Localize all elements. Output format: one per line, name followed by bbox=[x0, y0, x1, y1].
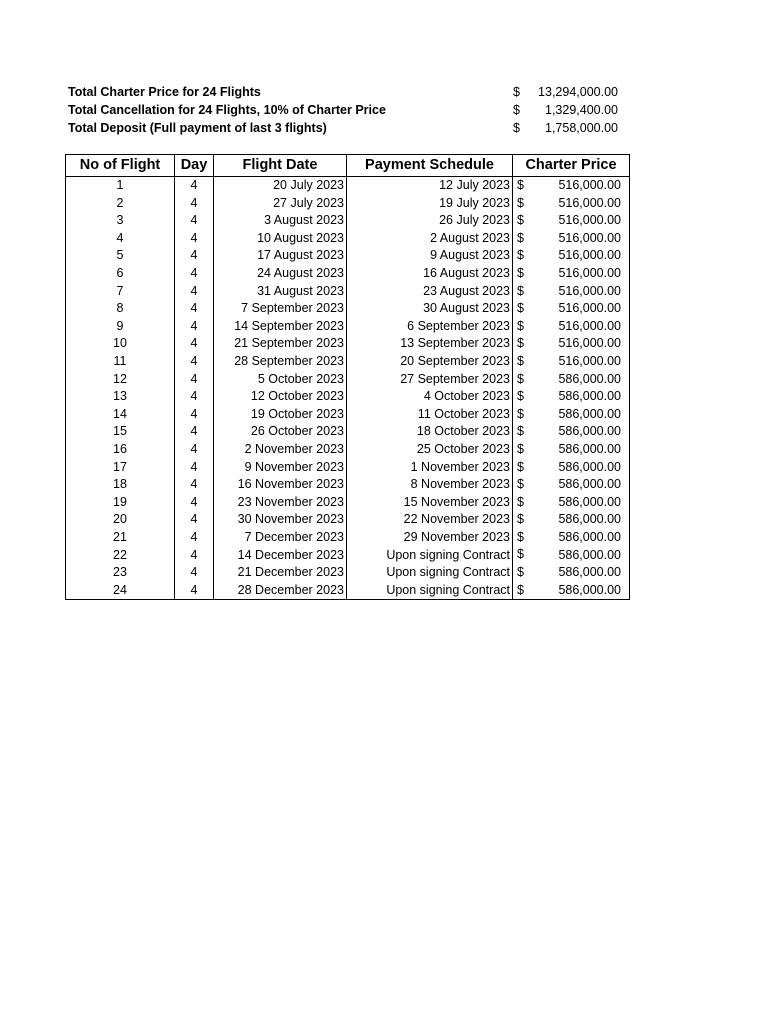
cell-no-of-flight: 18 bbox=[66, 476, 175, 494]
price-value: 586,000.00 bbox=[558, 371, 621, 386]
cell-no-of-flight: 17 bbox=[66, 459, 175, 477]
cell-charter-price bbox=[513, 335, 630, 353]
cell-no-of-flight: 23 bbox=[66, 564, 175, 582]
cell-no-of-flight: 3 bbox=[66, 212, 175, 230]
flight-schedule-table bbox=[65, 154, 630, 600]
price-value: 516,000.00 bbox=[558, 248, 621, 263]
table-row bbox=[66, 546, 630, 564]
cell-day: 4 bbox=[175, 212, 214, 230]
price-value: 516,000.00 bbox=[558, 195, 621, 210]
price-value: 516,000.00 bbox=[558, 266, 621, 281]
price-value: 516,000.00 bbox=[558, 178, 621, 193]
cell-no-of-flight: 5 bbox=[66, 247, 175, 265]
cell-charter-price bbox=[513, 546, 630, 564]
table-row bbox=[66, 388, 630, 406]
price-value: 516,000.00 bbox=[558, 354, 621, 369]
price-currency: $ bbox=[517, 512, 524, 527]
cell-day: 4 bbox=[175, 247, 214, 265]
cell-payment-schedule: 12 July 2023 bbox=[347, 177, 513, 195]
table-row bbox=[66, 335, 630, 353]
cell-no-of-flight: 11 bbox=[66, 353, 175, 371]
cell-charter-price bbox=[513, 247, 630, 265]
cell-flight-date: 14 December 2023 bbox=[214, 546, 347, 564]
cell-flight-date: 28 September 2023 bbox=[214, 353, 347, 371]
cell-payment-schedule: 27 September 2023 bbox=[347, 371, 513, 389]
price-currency: $ bbox=[517, 494, 524, 509]
cell-payment-schedule: 22 November 2023 bbox=[347, 511, 513, 529]
cell-payment-schedule: Upon signing Contract bbox=[347, 546, 513, 564]
price-currency: $ bbox=[517, 353, 524, 368]
cell-charter-price bbox=[513, 318, 630, 336]
table-row bbox=[66, 300, 630, 318]
cell-flight-date: 12 October 2023 bbox=[214, 388, 347, 406]
cell-charter-price bbox=[513, 177, 630, 195]
cell-no-of-flight: 21 bbox=[66, 529, 175, 547]
table-row bbox=[66, 247, 630, 265]
cell-payment-schedule: 8 November 2023 bbox=[347, 476, 513, 494]
cell-no-of-flight: 9 bbox=[66, 318, 175, 336]
header-flight-date: Flight Date bbox=[214, 155, 347, 177]
cell-no-of-flight: 19 bbox=[66, 494, 175, 512]
cell-payment-schedule: 15 November 2023 bbox=[347, 494, 513, 512]
cell-day: 4 bbox=[175, 318, 214, 336]
cell-payment-schedule: 20 September 2023 bbox=[347, 353, 513, 371]
summary-row-total-deposit bbox=[68, 119, 628, 137]
price-value: 586,000.00 bbox=[558, 565, 621, 580]
cell-payment-schedule: 26 July 2023 bbox=[347, 212, 513, 230]
price-value: 586,000.00 bbox=[558, 406, 621, 421]
price-currency: $ bbox=[517, 424, 524, 439]
price-currency: $ bbox=[517, 230, 524, 245]
price-currency: $ bbox=[517, 301, 524, 316]
price-value: 586,000.00 bbox=[558, 424, 621, 439]
table-row bbox=[66, 564, 630, 582]
cell-payment-schedule: 29 November 2023 bbox=[347, 529, 513, 547]
table-body bbox=[66, 177, 630, 600]
cell-payment-schedule: 23 August 2023 bbox=[347, 283, 513, 301]
cell-day: 4 bbox=[175, 511, 214, 529]
summary-label: Total Cancellation for 24 Flights, 10% of Charter Price bbox=[68, 103, 386, 117]
cell-no-of-flight: 24 bbox=[66, 582, 175, 600]
cell-flight-date: 17 August 2023 bbox=[214, 247, 347, 265]
cell-payment-schedule: 11 October 2023 bbox=[347, 406, 513, 424]
cell-day: 4 bbox=[175, 283, 214, 301]
cell-flight-date: 30 November 2023 bbox=[214, 511, 347, 529]
table-row bbox=[66, 459, 630, 477]
header-charter-price: Charter Price bbox=[513, 155, 630, 177]
cell-no-of-flight: 10 bbox=[66, 335, 175, 353]
summary-label: Total Charter Price for 24 Flights bbox=[68, 85, 261, 99]
price-currency: $ bbox=[517, 389, 524, 404]
cell-day: 4 bbox=[175, 353, 214, 371]
price-value: 516,000.00 bbox=[558, 336, 621, 351]
table-row bbox=[66, 353, 630, 371]
cell-day: 4 bbox=[175, 494, 214, 512]
table-row bbox=[66, 476, 630, 494]
table-row bbox=[66, 371, 630, 389]
price-currency: $ bbox=[517, 529, 524, 544]
cell-flight-date: 16 November 2023 bbox=[214, 476, 347, 494]
summary-label: Total Deposit (Full payment of last 3 flights) bbox=[68, 121, 327, 135]
cell-payment-schedule: 2 August 2023 bbox=[347, 230, 513, 248]
cell-flight-date: 2 November 2023 bbox=[214, 441, 347, 459]
table-row bbox=[66, 283, 630, 301]
cell-charter-price bbox=[513, 494, 630, 512]
cell-payment-schedule: 19 July 2023 bbox=[347, 195, 513, 213]
price-currency: $ bbox=[517, 336, 524, 351]
cell-day: 4 bbox=[175, 529, 214, 547]
table-header-row bbox=[66, 155, 630, 177]
cell-payment-schedule: 30 August 2023 bbox=[347, 300, 513, 318]
cell-payment-schedule: 18 October 2023 bbox=[347, 423, 513, 441]
cell-flight-date: 7 December 2023 bbox=[214, 529, 347, 547]
price-value: 586,000.00 bbox=[558, 529, 621, 544]
price-value: 586,000.00 bbox=[558, 442, 621, 456]
table-row bbox=[66, 177, 630, 195]
price-value: 516,000.00 bbox=[558, 318, 621, 333]
cell-day: 4 bbox=[175, 423, 214, 441]
cell-day: 4 bbox=[175, 546, 214, 564]
summary-amount: 13,294,000.00 bbox=[538, 85, 618, 99]
cell-flight-date: 21 December 2023 bbox=[214, 564, 347, 582]
cell-day: 4 bbox=[175, 371, 214, 389]
table-row bbox=[66, 265, 630, 283]
cell-flight-date: 28 December 2023 bbox=[214, 582, 347, 600]
cell-charter-price bbox=[513, 283, 630, 301]
cell-flight-date: 27 July 2023 bbox=[214, 195, 347, 213]
table-row bbox=[66, 230, 630, 248]
cell-charter-price bbox=[513, 265, 630, 283]
cell-flight-date: 24 August 2023 bbox=[214, 265, 347, 283]
cell-payment-schedule: 16 August 2023 bbox=[347, 265, 513, 283]
table-row bbox=[66, 511, 630, 529]
cell-no-of-flight: 7 bbox=[66, 283, 175, 301]
cell-no-of-flight: 20 bbox=[66, 511, 175, 529]
cell-payment-schedule: Upon signing Contract bbox=[347, 582, 513, 600]
table-row bbox=[66, 582, 630, 600]
cell-flight-date: 3 August 2023 bbox=[214, 212, 347, 230]
table-row bbox=[66, 423, 630, 441]
price-currency: $ bbox=[517, 265, 524, 280]
cell-charter-price bbox=[513, 476, 630, 494]
price-currency: $ bbox=[517, 565, 524, 580]
cell-charter-price bbox=[513, 388, 630, 406]
cell-flight-date: 14 September 2023 bbox=[214, 318, 347, 336]
table-row bbox=[66, 494, 630, 512]
cell-no-of-flight: 6 bbox=[66, 265, 175, 283]
cell-charter-price bbox=[513, 511, 630, 529]
cell-no-of-flight: 12 bbox=[66, 371, 175, 389]
cell-payment-schedule: Upon signing Contract bbox=[347, 564, 513, 582]
price-value: 586,000.00 bbox=[558, 512, 621, 527]
cell-day: 4 bbox=[175, 265, 214, 283]
cell-day: 4 bbox=[175, 230, 214, 248]
cell-flight-date: 10 August 2023 bbox=[214, 230, 347, 248]
price-currency: $ bbox=[517, 547, 524, 562]
cell-charter-price bbox=[513, 195, 630, 213]
price-currency: $ bbox=[517, 248, 524, 263]
cell-charter-price bbox=[513, 459, 630, 477]
cell-payment-schedule: 13 September 2023 bbox=[347, 335, 513, 353]
price-value: 516,000.00 bbox=[558, 230, 621, 245]
price-value: 516,000.00 bbox=[558, 283, 621, 298]
summary-currency: $ bbox=[513, 121, 520, 135]
cell-no-of-flight: 15 bbox=[66, 423, 175, 441]
price-value: 516,000.00 bbox=[558, 301, 621, 316]
cell-day: 4 bbox=[175, 406, 214, 424]
summary-currency: $ bbox=[513, 85, 520, 99]
cell-no-of-flight: 13 bbox=[66, 388, 175, 406]
cell-charter-price bbox=[513, 230, 630, 248]
cell-flight-date: 31 August 2023 bbox=[214, 283, 347, 301]
cell-day: 4 bbox=[175, 441, 214, 459]
price-currency: $ bbox=[517, 371, 524, 386]
cell-day: 4 bbox=[175, 582, 214, 600]
cell-day: 4 bbox=[175, 564, 214, 582]
price-currency: $ bbox=[517, 178, 524, 192]
price-value: 516,000.00 bbox=[558, 213, 621, 228]
cell-no-of-flight: 1 bbox=[66, 177, 175, 195]
price-currency: $ bbox=[517, 459, 524, 474]
cell-charter-price bbox=[513, 441, 630, 459]
header-day: Day bbox=[175, 155, 214, 177]
price-value: 586,000.00 bbox=[558, 389, 621, 404]
cell-flight-date: 19 October 2023 bbox=[214, 406, 347, 424]
header-no-of-flight: No of Flight bbox=[66, 155, 175, 177]
cell-day: 4 bbox=[175, 300, 214, 318]
cell-no-of-flight: 2 bbox=[66, 195, 175, 213]
price-currency: $ bbox=[517, 441, 524, 456]
cell-charter-price bbox=[513, 353, 630, 371]
price-currency: $ bbox=[517, 213, 524, 228]
price-value: 586,000.00 bbox=[558, 582, 621, 597]
table-row bbox=[66, 441, 630, 459]
price-currency: $ bbox=[517, 195, 524, 210]
table-row bbox=[66, 318, 630, 336]
cell-day: 4 bbox=[175, 335, 214, 353]
cell-charter-price bbox=[513, 212, 630, 230]
cell-day: 4 bbox=[175, 195, 214, 213]
table-row bbox=[66, 195, 630, 213]
cell-flight-date: 23 November 2023 bbox=[214, 494, 347, 512]
cell-flight-date: 21 September 2023 bbox=[214, 335, 347, 353]
cell-charter-price bbox=[513, 406, 630, 424]
table-row bbox=[66, 529, 630, 547]
cell-no-of-flight: 14 bbox=[66, 406, 175, 424]
cell-day: 4 bbox=[175, 177, 214, 195]
cell-no-of-flight: 22 bbox=[66, 546, 175, 564]
price-currency: $ bbox=[517, 582, 524, 597]
header-payment-schedule: Payment Schedule bbox=[347, 155, 513, 177]
summary-amount: 1,329,400.00 bbox=[545, 103, 618, 117]
cell-flight-date: 26 October 2023 bbox=[214, 423, 347, 441]
cell-payment-schedule: 1 November 2023 bbox=[347, 459, 513, 477]
cell-flight-date: 5 October 2023 bbox=[214, 371, 347, 389]
summary-block bbox=[68, 83, 628, 137]
summary-row-total-charter bbox=[68, 83, 628, 101]
price-value: 586,000.00 bbox=[558, 459, 621, 474]
summary-currency: $ bbox=[513, 103, 520, 117]
cell-day: 4 bbox=[175, 476, 214, 494]
price-value: 586,000.00 bbox=[558, 477, 621, 492]
price-currency: $ bbox=[517, 477, 524, 492]
cell-payment-schedule: 25 October 2023 bbox=[347, 441, 513, 459]
cell-flight-date: 9 November 2023 bbox=[214, 459, 347, 477]
cell-payment-schedule: 9 August 2023 bbox=[347, 247, 513, 265]
cell-charter-price bbox=[513, 529, 630, 547]
price-currency: $ bbox=[517, 406, 524, 421]
cell-charter-price bbox=[513, 423, 630, 441]
cell-day: 4 bbox=[175, 388, 214, 406]
price-value: 586,000.00 bbox=[558, 547, 621, 562]
price-currency: $ bbox=[517, 283, 524, 298]
cell-no-of-flight: 8 bbox=[66, 300, 175, 318]
table-row bbox=[66, 406, 630, 424]
cell-no-of-flight: 16 bbox=[66, 441, 175, 459]
cell-charter-price bbox=[513, 582, 630, 600]
cell-payment-schedule: 4 October 2023 bbox=[347, 388, 513, 406]
cell-charter-price bbox=[513, 371, 630, 389]
cell-no-of-flight: 4 bbox=[66, 230, 175, 248]
cell-flight-date: 7 September 2023 bbox=[214, 300, 347, 318]
cell-flight-date: 20 July 2023 bbox=[214, 177, 347, 195]
cell-charter-price bbox=[513, 564, 630, 582]
price-value: 586,000.00 bbox=[558, 494, 621, 509]
cell-day: 4 bbox=[175, 459, 214, 477]
price-currency: $ bbox=[517, 318, 524, 333]
cell-payment-schedule: 6 September 2023 bbox=[347, 318, 513, 336]
summary-amount: 1,758,000.00 bbox=[545, 121, 618, 135]
cell-charter-price bbox=[513, 300, 630, 318]
table-row bbox=[66, 212, 630, 230]
summary-row-total-cancellation bbox=[68, 101, 628, 119]
